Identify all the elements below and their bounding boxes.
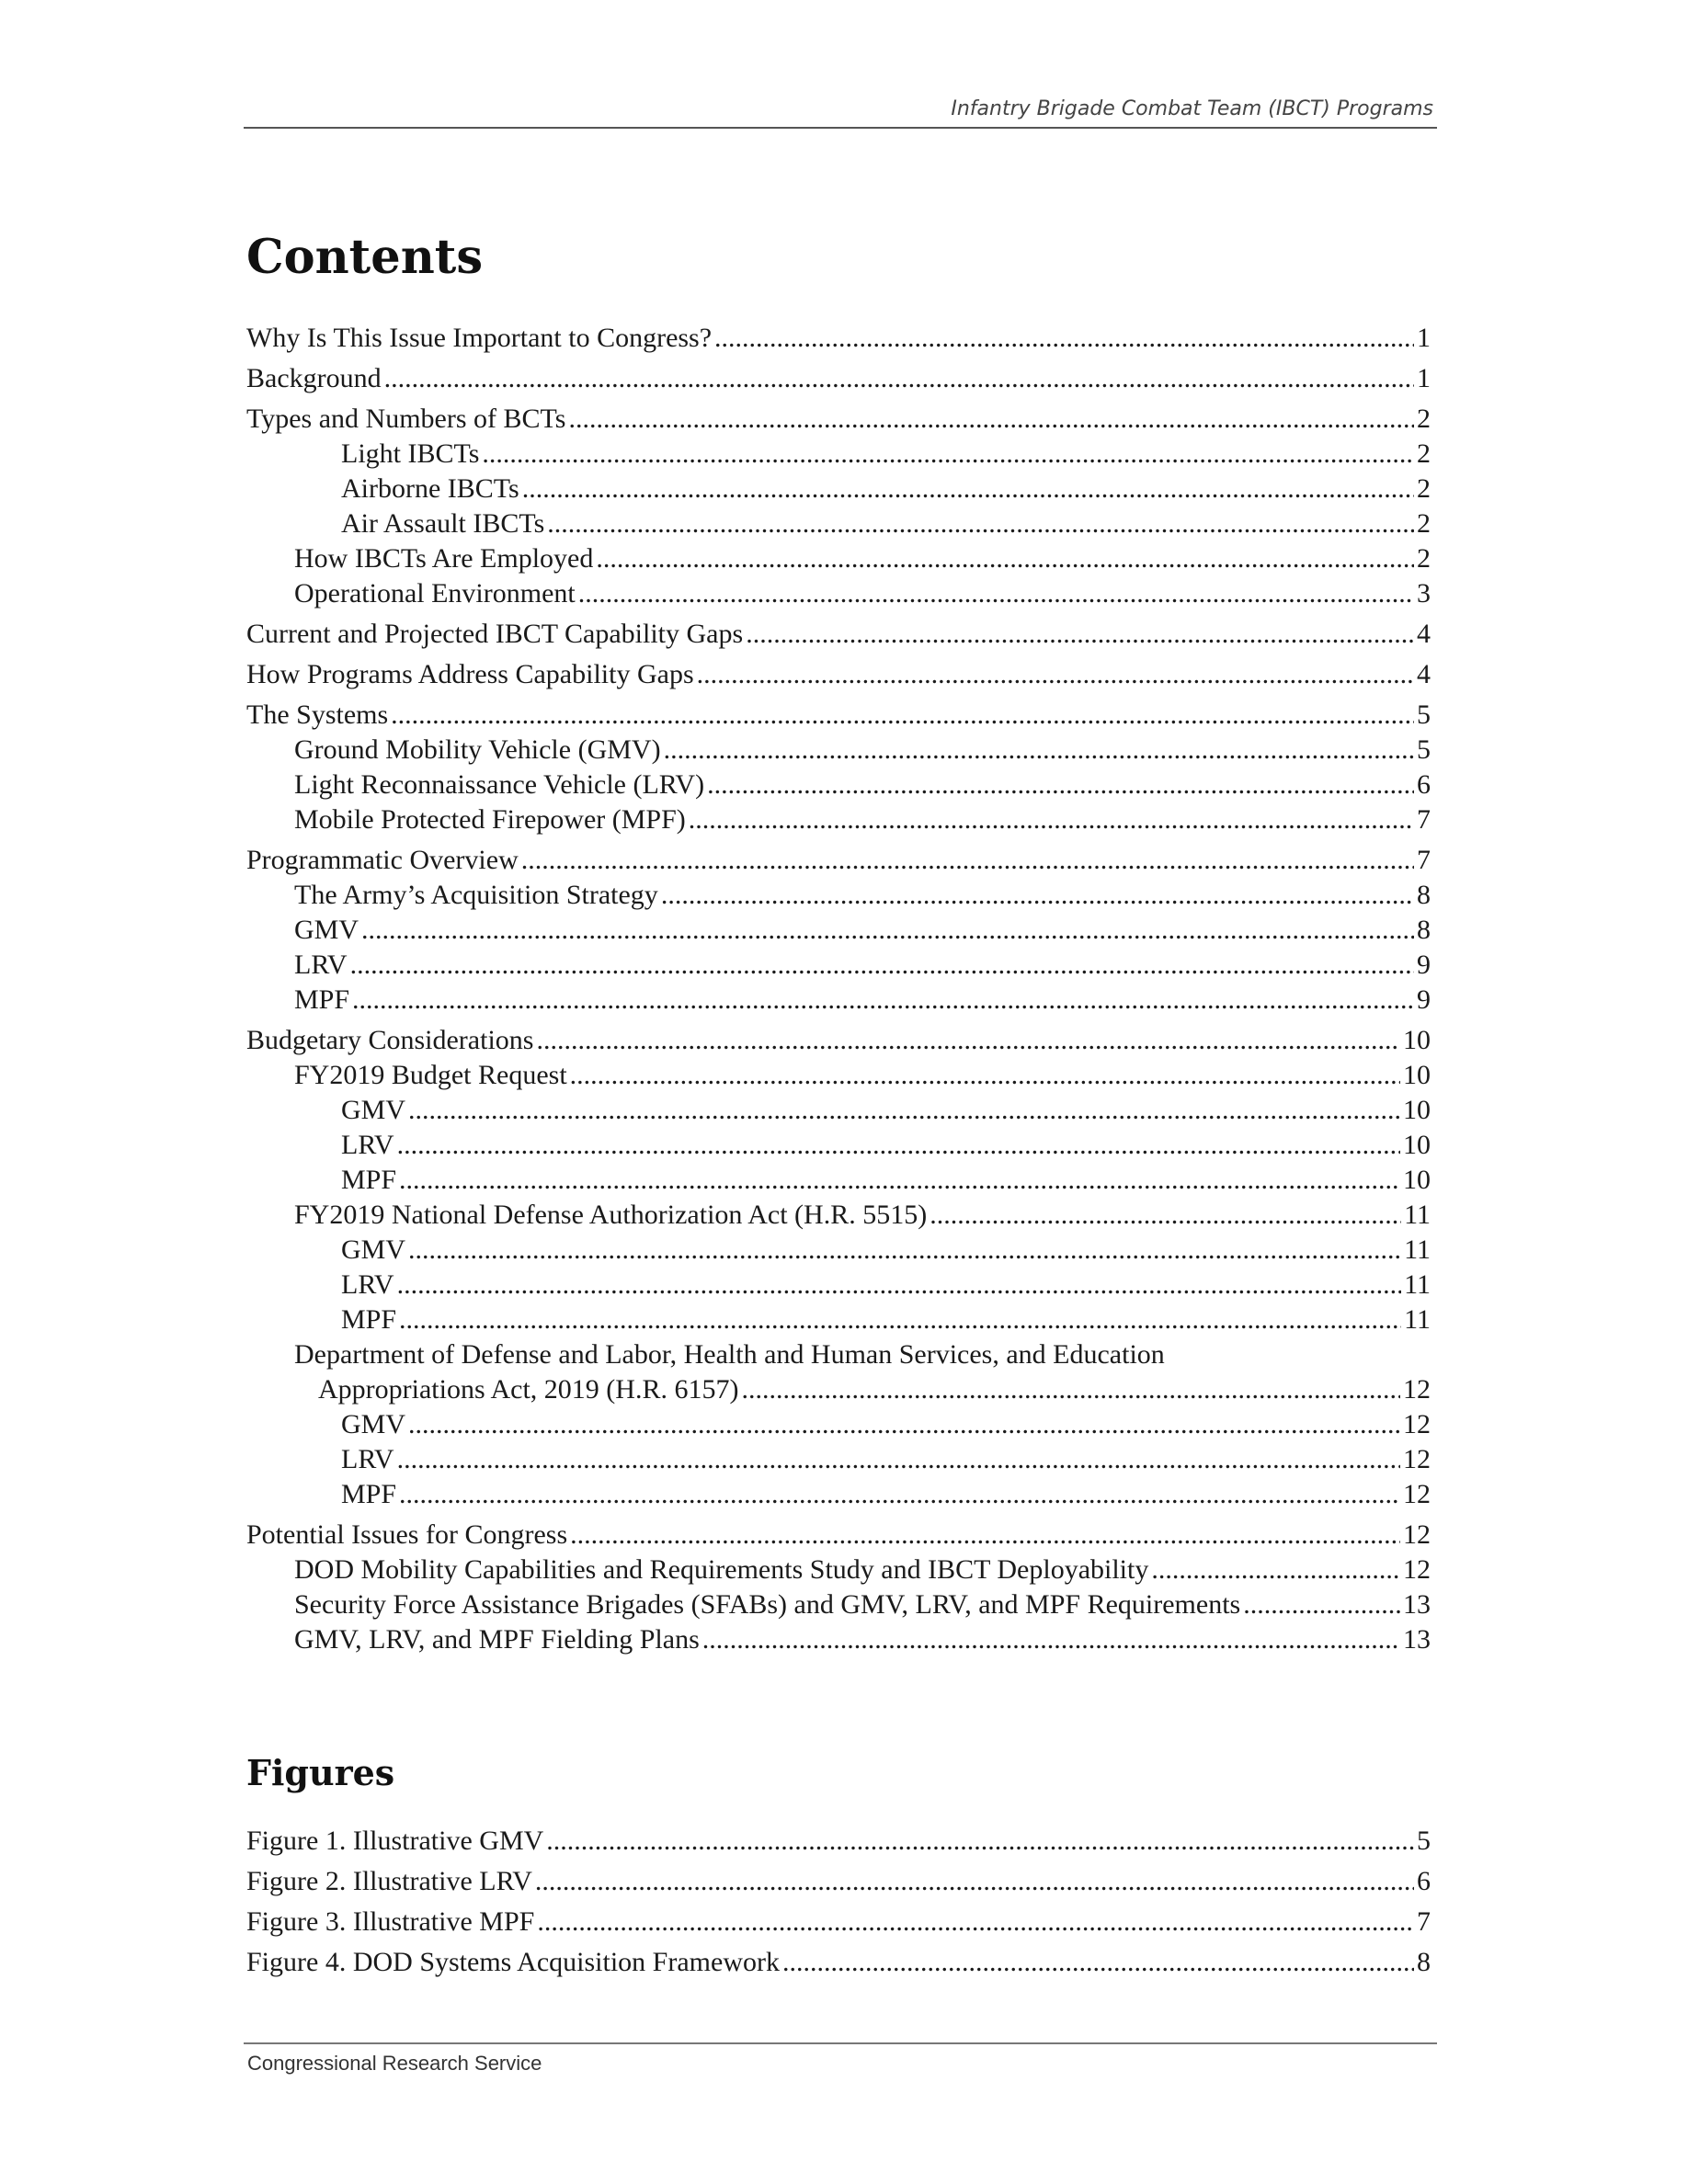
toc-entry[interactable] [246,1442,1431,1477]
toc-entry[interactable] [246,1233,1431,1268]
toc-entry-page: 2 [1417,473,1431,504]
toc-entry[interactable] [246,733,1431,768]
toc-entry[interactable] [246,506,1431,541]
dot-leader [397,1128,1400,1163]
toc-entry[interactable] [246,1093,1431,1128]
dot-leader [741,1372,1400,1407]
toc-entry-label: The Systems [246,700,389,730]
toc-entry-label: GMV [341,1095,406,1125]
toc-entry-label: Ground Mobility Vehicle (GMV) [294,734,661,765]
toc-entry-label: MPF [341,1165,397,1195]
dot-leader [578,576,1414,611]
toc-entry-continuation[interactable] [246,1372,1431,1407]
toc-entry-page: 11 [1404,1234,1431,1265]
figure-entry[interactable] [246,1945,1431,1980]
toc-entry-page: 8 [1417,880,1431,910]
toc-entry-page: 12 [1403,1409,1431,1439]
toc-entry[interactable] [246,576,1431,611]
toc-entry[interactable] [246,1023,1431,1058]
toc-entry[interactable] [246,983,1431,1018]
toc-entry[interactable] [246,361,1431,396]
toc-entry-page: 7 [1417,845,1431,875]
figure-entry[interactable] [246,1905,1431,1939]
toc-entry-label: GMV [294,915,359,945]
toc-entry-label: Budgetary Considerations [246,1025,534,1055]
toc-entry-label: LRV [341,1269,394,1300]
toc-entry-label: Light IBCTs [341,438,480,469]
dot-leader [596,541,1414,576]
toc-entry[interactable] [246,1407,1431,1442]
figure-entry-label: Figure 3. Illustrative MPF [246,1906,535,1937]
toc-entry-page: 5 [1417,734,1431,765]
dot-leader [522,472,1414,506]
toc-entry-page: 8 [1417,915,1431,945]
toc-entry-page: 2 [1417,404,1431,434]
toc-entry[interactable] [246,437,1431,472]
toc-entry[interactable] [246,843,1431,878]
toc-entry[interactable] [246,541,1431,576]
dot-leader [707,768,1414,802]
toc-entry-label: FY2019 National Defense Authorization Act (H.R. 5515) [294,1200,928,1230]
dot-leader [536,1023,1400,1058]
toc-entry-label: Programmatic Overview [246,845,519,875]
toc-entry[interactable] [246,913,1431,948]
dot-leader [537,1905,1414,1939]
dot-leader [568,402,1414,437]
toc-entry-label: Light Reconnaissance Vehicle (LRV) [294,769,705,800]
running-header [244,96,1437,129]
dot-leader [782,1945,1414,1980]
toc-entry[interactable] [246,1337,1431,1372]
contents-list [246,315,1431,1657]
toc-entry[interactable] [246,1553,1431,1587]
toc-entry-page: 10 [1403,1130,1431,1160]
toc-entry-page: 11 [1404,1269,1431,1300]
toc-entry-page: 9 [1417,950,1431,980]
dot-leader [399,1477,1400,1512]
dot-leader [930,1198,1401,1233]
toc-entry[interactable] [246,1198,1431,1233]
toc-entry-page: 12 [1403,1519,1431,1550]
toc-entry[interactable] [246,402,1431,437]
toc-entry-label: GMV, LRV, and MPF Fielding Plans [294,1624,700,1655]
dot-leader [689,802,1414,837]
dot-leader [547,506,1414,541]
header-title: Infantry Brigade Combat Team (IBCT) Programs [951,97,1433,120]
toc-entry-page: 5 [1417,700,1431,730]
dot-leader [391,698,1414,733]
toc-entry[interactable] [246,1268,1431,1302]
figure-entry[interactable] [246,1824,1431,1859]
toc-entry-label: MPF [341,1304,397,1335]
dot-leader [408,1093,1400,1128]
toc-entry-label: How IBCTs Are Employed [294,543,594,574]
toc-entry-label: Department of Defense and Labor, Health and Human Services, and Education [294,1339,1165,1370]
toc-entry[interactable] [246,657,1431,692]
figure-entry[interactable] [246,1864,1431,1899]
toc-entry-page: 10 [1403,1025,1431,1055]
dot-leader [399,1163,1400,1198]
toc-entry-label: Mobile Protected Firepower (MPF) [294,804,686,835]
toc-entry-label: GMV [341,1409,406,1439]
toc-entry-label: MPF [294,984,350,1015]
figure-entry-label: Figure 1. Illustrative GMV [246,1826,544,1856]
toc-entry[interactable] [246,1587,1431,1622]
toc-entry-page: 12 [1403,1374,1431,1405]
toc-entry-label: Security Force Assistance Brigades (SFABs) and GMV, LRV, and MPF Requirements [294,1589,1241,1620]
toc-entry-label: Types and Numbers of BCTs [246,404,566,434]
dot-leader [399,1302,1401,1337]
toc-entry[interactable] [246,1518,1431,1553]
toc-entry-label: LRV [294,950,348,980]
toc-entry-page: 2 [1417,438,1431,469]
toc-entry-page: 11 [1404,1200,1431,1230]
toc-entry-label: Air Assault IBCTs [341,508,545,539]
dot-leader [397,1442,1400,1477]
toc-entry[interactable] [246,878,1431,913]
toc-entry-label: FY2019 Budget Request [294,1060,567,1090]
toc-entry[interactable] [246,617,1431,652]
figure-entry-page: 6 [1417,1866,1431,1896]
toc-entry-page: 1 [1417,323,1431,353]
toc-entry-page: 4 [1417,659,1431,689]
toc-entry-label: GMV [341,1234,406,1265]
toc-entry[interactable] [246,1302,1431,1337]
dot-leader [535,1864,1414,1899]
toc-entry-page: 10 [1403,1060,1431,1090]
dot-leader [384,361,1414,396]
toc-entry-page: 2 [1417,508,1431,539]
toc-entry-page: 13 [1403,1589,1431,1620]
toc-entry-page: 3 [1417,578,1431,609]
dot-leader [408,1233,1401,1268]
dot-leader [482,437,1414,472]
figures-list [246,1818,1431,1980]
dot-leader [714,321,1414,356]
toc-entry-label: How Programs Address Capability Gaps [246,659,694,689]
dot-leader [1243,1587,1400,1622]
figure-entry-page: 5 [1417,1826,1431,1856]
dot-leader [350,948,1414,983]
figure-entry-label: Figure 4. DOD Systems Acquisition Framework [246,1947,780,1977]
toc-entry-page: 12 [1403,1479,1431,1509]
dot-leader [352,983,1414,1018]
toc-entry[interactable] [246,1128,1431,1163]
toc-entry-page: 12 [1403,1444,1431,1474]
toc-entry[interactable] [246,948,1431,983]
figure-entry-page: 8 [1417,1947,1431,1977]
dot-leader [521,843,1414,878]
toc-entry-page: 11 [1404,1304,1431,1335]
toc-entry-label: LRV [341,1130,394,1160]
toc-entry[interactable] [246,698,1431,733]
dot-leader [664,733,1414,768]
dot-leader [746,617,1414,652]
dot-leader [397,1268,1402,1302]
toc-entry[interactable] [246,1058,1431,1093]
figure-entry-page: 7 [1417,1906,1431,1937]
toc-entry-page: 6 [1417,769,1431,800]
toc-entry-page: 10 [1403,1165,1431,1195]
toc-entry-label: The Army’s Acquisition Strategy [294,880,658,910]
toc-entry[interactable] [246,1163,1431,1198]
toc-entry[interactable] [246,768,1431,802]
toc-entry[interactable] [246,802,1431,837]
dot-leader [570,1518,1400,1553]
toc-entry-label: Potential Issues for Congress [246,1519,568,1550]
dot-leader [661,878,1414,913]
toc-entry-page: 1 [1417,363,1431,393]
dot-leader [702,1622,1400,1657]
toc-entry-page: 10 [1403,1095,1431,1125]
page-footer [244,2042,1437,2075]
contents-heading: Contents [246,230,484,285]
toc-entry-page: 13 [1403,1624,1431,1655]
toc-entry-label: LRV [341,1444,394,1474]
toc-entry-page: 12 [1403,1554,1431,1585]
dot-leader [570,1058,1400,1093]
dot-leader [361,913,1414,948]
toc-entry-page: 9 [1417,984,1431,1015]
dot-leader [546,1824,1414,1859]
toc-entry-page: 4 [1417,619,1431,649]
toc-entry-label: Operational Environment [294,578,576,609]
dot-leader [697,657,1414,692]
toc-entry[interactable] [246,472,1431,506]
toc-entry[interactable] [246,1477,1431,1512]
toc-entry-label: Current and Projected IBCT Capability Gaps [246,619,744,649]
toc-entry-label: Appropriations Act, 2019 (H.R. 6157) [318,1374,739,1405]
toc-entry-label: Airborne IBCTs [341,473,519,504]
toc-entry-label: DOD Mobility Capabilities and Requirements Study and IBCT Deployability [294,1554,1149,1585]
toc-entry[interactable] [246,1622,1431,1657]
toc-entry-page: 7 [1417,804,1431,835]
footer-text: Congressional Research Service [247,2052,542,2075]
toc-entry-label: Background [246,363,382,393]
dot-leader [1151,1553,1400,1587]
figure-entry-label: Figure 2. Illustrative LRV [246,1866,532,1896]
toc-entry-label: Why Is This Issue Important to Congress? [246,323,713,353]
toc-entry-label: MPF [341,1479,397,1509]
toc-entry-page: 2 [1417,543,1431,574]
dot-leader [408,1407,1400,1442]
figures-heading: Figures [246,1752,395,1793]
toc-entry[interactable] [246,321,1431,356]
